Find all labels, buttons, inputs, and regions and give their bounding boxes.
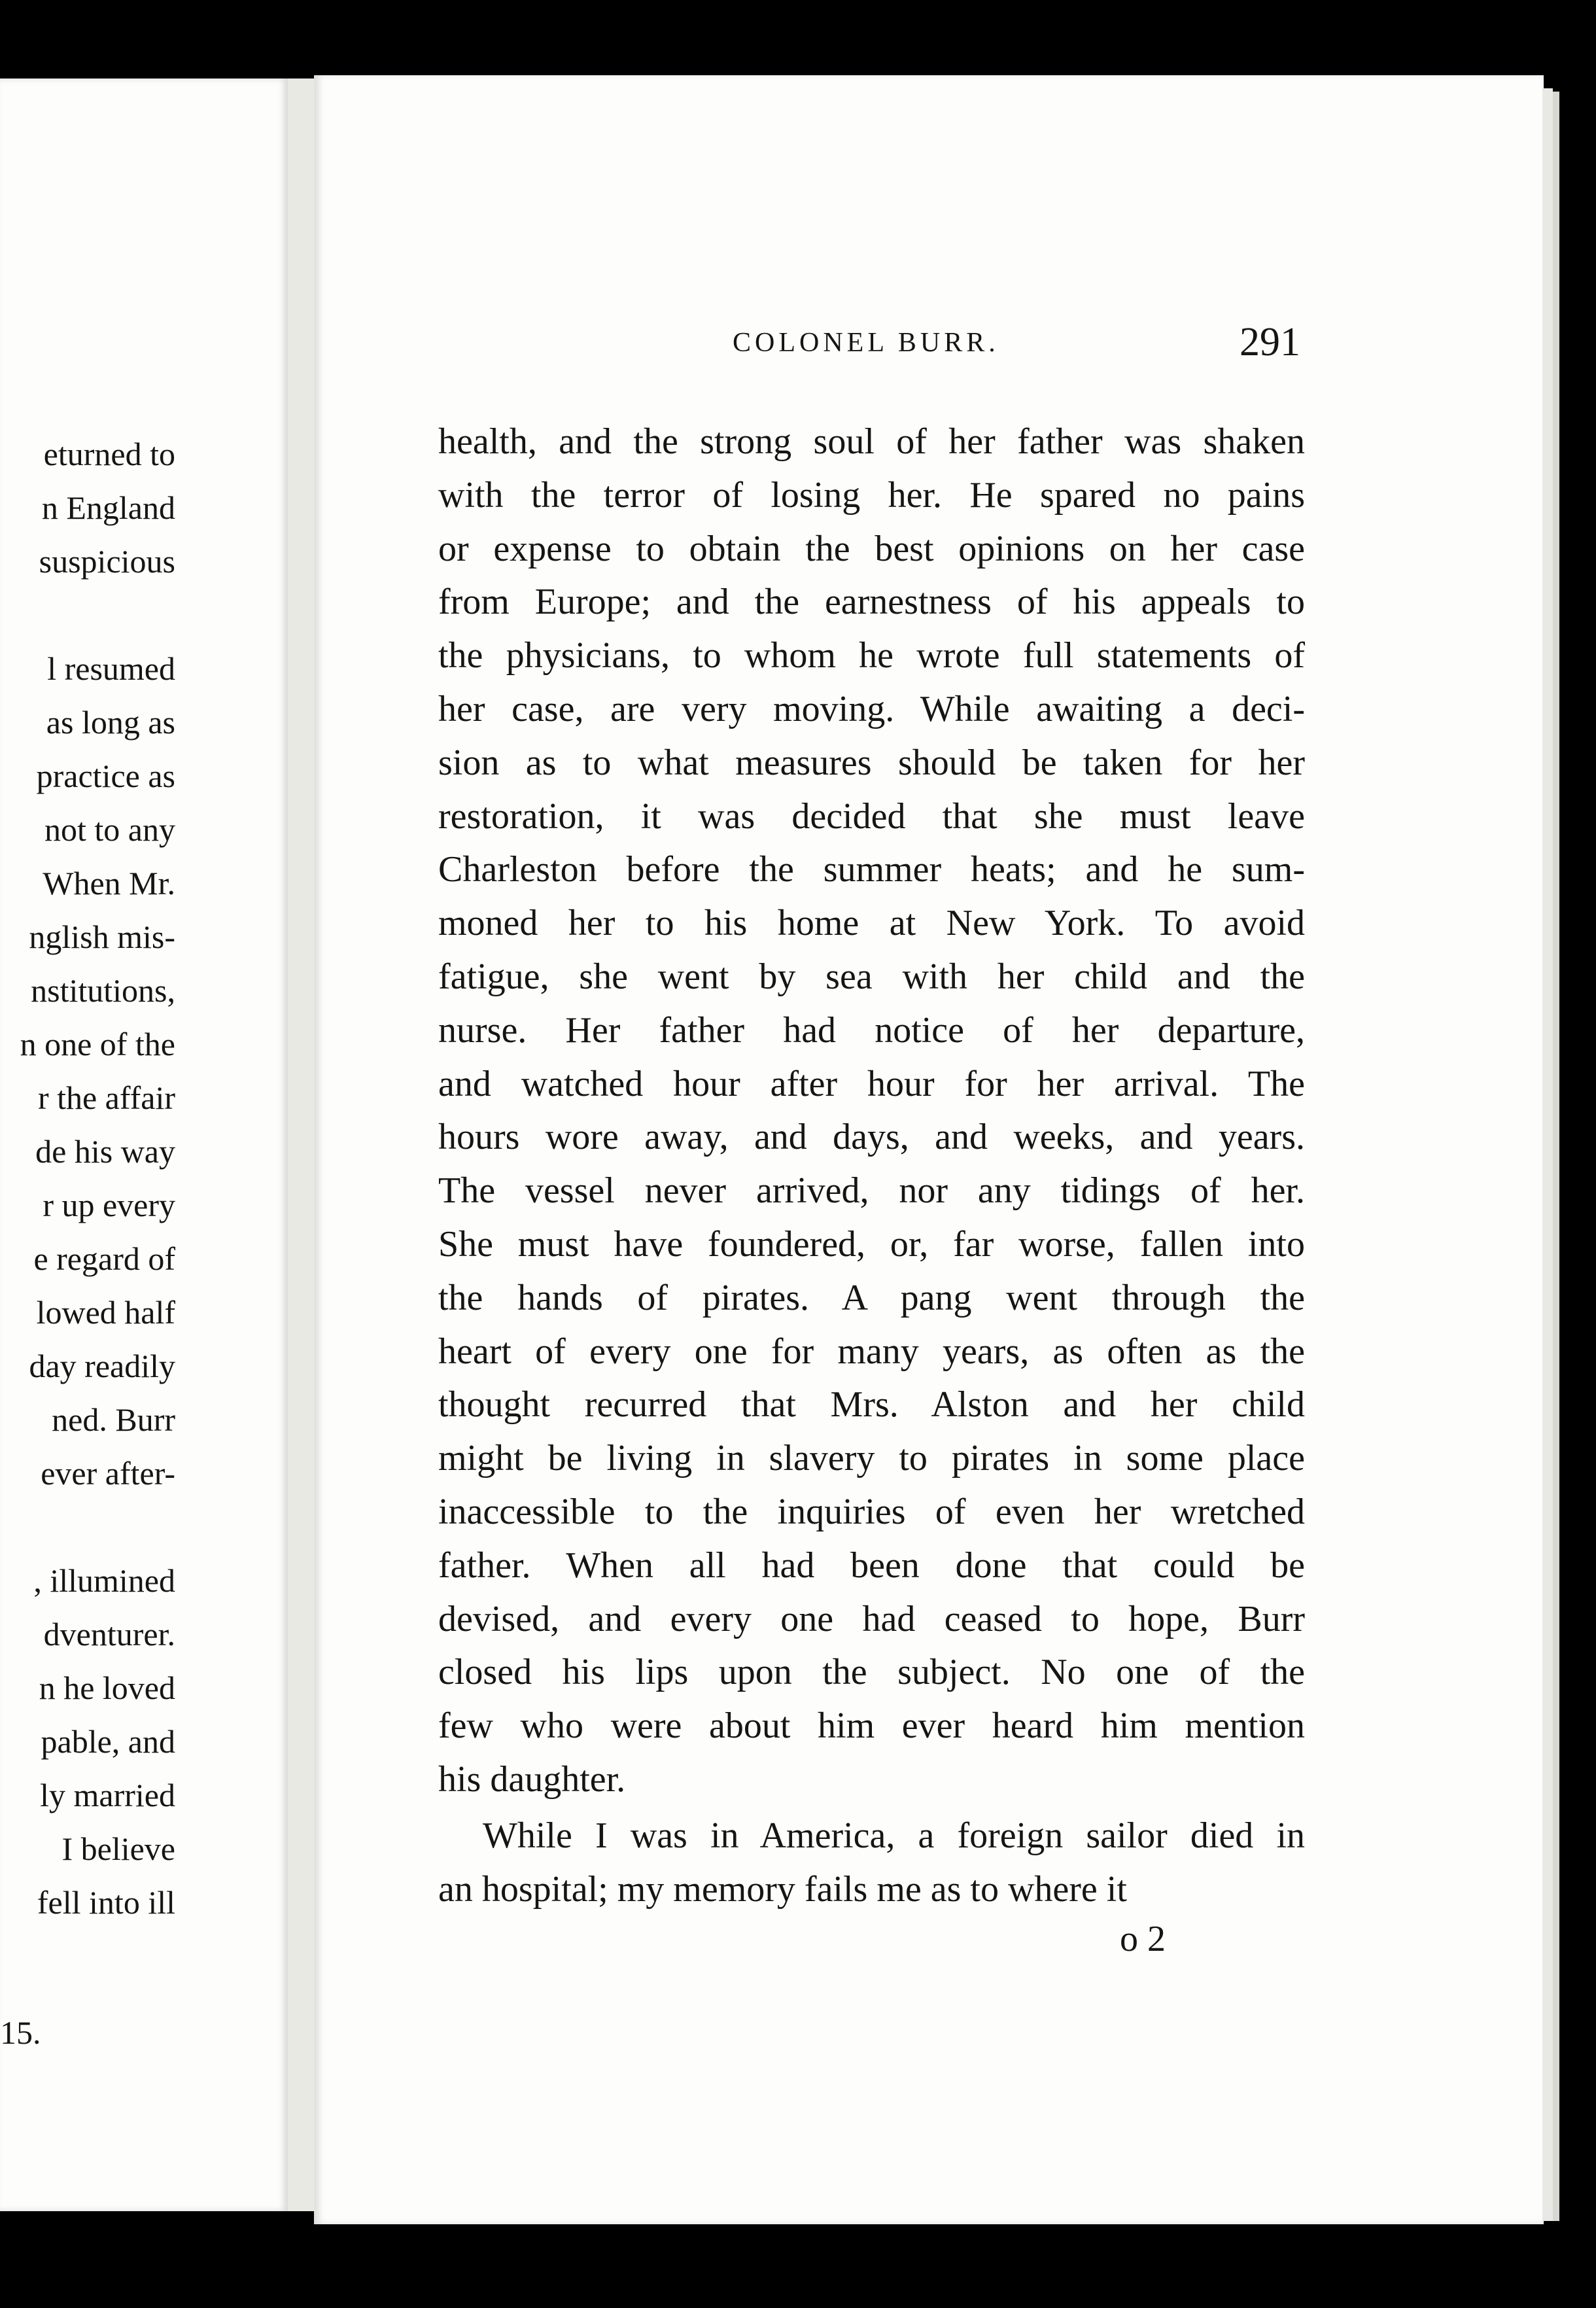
text-line: and watched hour after hour for her arrival. The	[438, 1063, 1305, 1104]
left-text-line: r up every	[43, 1187, 175, 1223]
page-edge	[1542, 88, 1553, 2221]
text-line: heart of every one for many years, as often as the	[438, 1331, 1305, 1372]
text-line: She must have foundered, or, far worse, fallen into	[438, 1223, 1305, 1265]
text-line: inaccessible to the inquiries of even her wretched	[438, 1491, 1305, 1532]
text-line: health, and the strong soul of her father was shaken	[438, 421, 1305, 462]
left-text-line: dventurer.	[43, 1616, 175, 1652]
text-line: The vessel never arrived, nor any tidings of her.	[438, 1170, 1305, 1212]
text-line: hours wore away, and days, and weeks, and years.	[438, 1117, 1305, 1158]
page-number: 291	[1240, 320, 1300, 364]
left-text-line: day readily	[29, 1348, 175, 1384]
left-text-line: nglish mis-	[29, 918, 175, 955]
left-text-line: ned. Burr	[52, 1401, 175, 1438]
text-line: restoration, it was decided that she must leave	[438, 796, 1305, 837]
left-text-line: as long as	[46, 704, 175, 741]
left-text-line: When Mr.	[43, 865, 175, 901]
text-line: her case, are very moving. While awaiting a deci-	[438, 688, 1305, 729]
left-text-line: lowed half	[36, 1294, 175, 1331]
left-text-line: ly married	[40, 1777, 175, 1813]
text-line: moned her to his home at New York. To avoid	[438, 903, 1305, 944]
text-line: father. When all had been done that could be	[438, 1545, 1305, 1586]
left-text-line: , illumined	[33, 1562, 175, 1599]
left-text-line: n he loved	[39, 1670, 175, 1706]
left-text-line: not to any	[44, 811, 175, 848]
text-line: might be living in slavery to pirates in some place	[438, 1438, 1305, 1479]
running-head: COLONEL BURR.	[733, 328, 999, 358]
text-line: few who were about him ever heard him mention	[438, 1705, 1305, 1747]
text-line: closed his lips upon the subject. No one of the	[438, 1652, 1305, 1693]
left-text-line: n one of the	[20, 1026, 175, 1062]
text-line: the hands of pirates. A pang went through the	[438, 1277, 1305, 1318]
text-line: While I was in America, a foreign sailor died in	[483, 1815, 1305, 1856]
text-line: devised, and every one had ceased to hope, Burr	[438, 1598, 1305, 1639]
left-text-line: l resumed	[47, 650, 175, 687]
left-text-line: I believe	[61, 1830, 175, 1867]
text-line: thought recurred that Mrs. Alston and her child	[438, 1384, 1305, 1425]
page-edge-shadow	[1553, 92, 1559, 2221]
signature-mark: o 2	[1120, 1919, 1166, 1959]
left-text-line: nstitutions,	[31, 972, 175, 1009]
text-line: sion as to what measures should be taken for her	[438, 742, 1305, 783]
left-text-line: n England	[41, 489, 175, 526]
body-text	[438, 415, 1305, 1916]
left-text-line: eturned to	[43, 436, 175, 472]
left-page	[0, 79, 288, 2211]
text-line: the physicians, to whom he wrote full statements of	[438, 635, 1305, 676]
book-gutter	[288, 79, 314, 2211]
text-line: an hospital; my memory fails me as to where it	[438, 1868, 1127, 1910]
left-text-line: pable, and	[41, 1723, 175, 1760]
left-text-line: e regard of	[33, 1240, 175, 1277]
left-text-line: de his way	[35, 1133, 175, 1170]
left-text-line: practice as	[36, 758, 175, 794]
text-line: or expense to obtain the best opinions on her case	[438, 528, 1305, 569]
text-line: from Europe; and the earnestness of his appeals to	[438, 582, 1305, 623]
left-text-line: ever after-	[41, 1455, 175, 1492]
left-text-line: suspicious	[39, 543, 175, 580]
text-line: his daughter.	[438, 1758, 626, 1800]
text-line: Charleston before the summer heats; and he sum-	[438, 849, 1305, 890]
text-line: with the terror of losing her. He spared no pains	[438, 474, 1305, 516]
text-line: fatigue, she went by sea with her child and the	[438, 956, 1305, 997]
left-text-line: fell into ill	[37, 1884, 175, 1921]
left-page-footnote: 15.	[0, 2014, 41, 2051]
text-line: nurse. Her father had notice of her departure,	[438, 1009, 1305, 1051]
left-text-line: r the affair	[37, 1079, 175, 1116]
